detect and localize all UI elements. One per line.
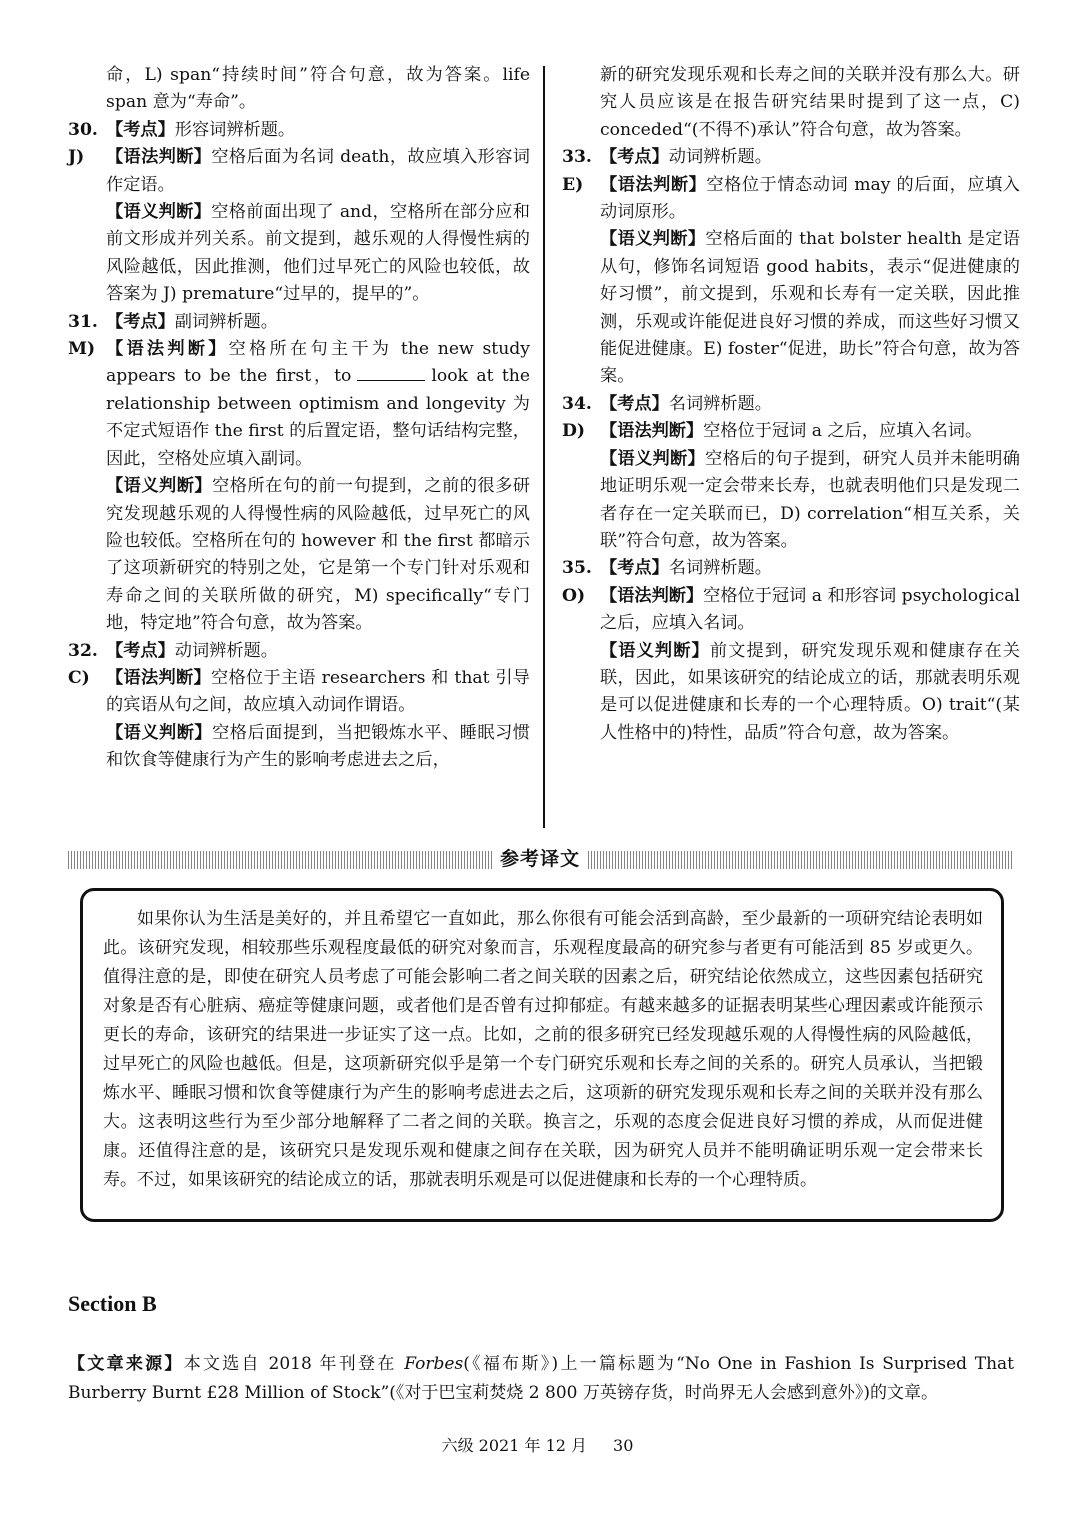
semantic-text: 空格后面提到，当把锻炼水平、睡眠习惯和饮食等健康行为产生的影响考虑进去之后， [106, 722, 530, 771]
kaodian-text: 动词辨析题。 [174, 640, 278, 661]
translation-heading: 参考译文 [500, 848, 581, 871]
left-column [68, 62, 530, 775]
continuation-text: 命，L) span“持续时间”符合句意，故为答案。life span 意为“寿命”。 [106, 65, 530, 113]
question-32-grammar [68, 665, 530, 720]
answer-letter: C) [68, 667, 90, 688]
semantic-text: 前文提到，研究发现乐观和健康存在关联，因此，如果该研究的结论成立的话，那就表明乐观是可以促进健康和长寿的一个心理特质。O) trait“(某人性格中的)特性，品质”符合句意，故为答案。 [600, 640, 1020, 743]
question-33-semantic [562, 226, 1020, 390]
question-30-header [68, 117, 530, 144]
grammar-text: 空格后面为名词 death，故应填入形容词作定语。 [106, 147, 530, 195]
grammar-tag: 【语法判断】 [600, 421, 704, 442]
answer-letter: M) [68, 339, 96, 360]
translation-text: 如果你认为生活是美好的，并且希望它一直如此，那么你很有可能会活到高龄，至少最新的一项研究结论表明如此。该研究发现，相较那些乐观程度最低的研究对象而言，乐观程度最高的研究参与者更有可能活到 85 岁或更久。值得注意的是，即使在研究人员考虑了可能会影响二者之间关联的因素之后，研究结论依然成立，这些因素包括研究对象是否有心脏病、癌症等健康问题，或者他们是否曾有过抑郁症。有越来越多的证据表明某些心理因素或许能预示更长的寿命，该研究的结果进一步证实了这一点。比如，之前的很多研究已经发现越乐观的人得慢性病的风险越低，过早死亡的风险也越低。但是，这项新研究似乎是第一个专门研究乐观和长寿之间的关系的。研究人员承认，当把锻炼水平、睡眠习惯和饮食等健康行为产生的影响考虑进去之后，这项新的研究发现乐观和长寿之间的关联并没有那么大。这表明这些行为至少部分地解释了二者之间的关联。换言之，乐观的态度会促进良好习惯的养成，从而促进健康。还值得注意的是，该研究只是发现乐观和健康之间存在关联，因为研究人员并不能明确证明乐观一定会带来长寿。不过，如果该研究的结论成立的话，那就表明乐观是可以促进健康和长寿的一个心理特质。 [103, 909, 983, 1190]
semantic-text: 空格后的句子提到，研究人员并未能明确地证明乐观一定会带来长寿，也就表明他们只是发现二者存在一定关联而已，D) correlation“相互关系，关联”符合句意，故为答案。 [600, 448, 1020, 551]
article-source [68, 1350, 1014, 1408]
question-32-header [68, 638, 530, 665]
kaodian-tag: 【考点】 [600, 147, 669, 168]
source-text-post: (《福布斯》)上一篇标题为“No One in Fashion Is Surprised That Burberry Burnt £28 Million of Stock”(《对于巴宝莉焚烧 2 800 万英镑存货，时尚界无人会感到意外》)的文章。 [68, 1354, 1014, 1403]
column-divider [543, 66, 545, 828]
question-31-header [68, 309, 530, 336]
hatch-decoration-left [68, 851, 492, 869]
source-tag: 【文章来源】 [68, 1354, 184, 1374]
continuation-text: 新的研究发现乐观和长寿之间的关联并没有那么大。研究人员应该是在报告研究结果时提到了这一点，C) conceded“(不得不)承认”符合句意，故为答案。 [600, 65, 1020, 140]
kaodian-text: 形容词辨析题。 [174, 119, 296, 140]
source-publication: Forbes [404, 1354, 464, 1374]
kaodian-tag: 【考点】 [106, 640, 175, 661]
question-number: 33. [562, 147, 592, 168]
kaodian-tag: 【考点】 [600, 393, 669, 414]
question-number: 34. [562, 393, 592, 414]
kaodian-text: 名词辨析题。 [668, 558, 772, 579]
grammar-text-pre: 空格所在句主干为 the new study appears to be the first，to [106, 339, 530, 387]
semantic-tag: 【语义判断】 [106, 476, 213, 497]
kaodian-tag: 【考点】 [600, 558, 669, 579]
semantic-tag: 【语义判断】 [600, 640, 710, 661]
grammar-tag: 【语法判断】 [106, 667, 211, 688]
grammar-tag: 【语法判断】 [106, 147, 212, 168]
question-number: 32. [68, 640, 98, 661]
question-31-semantic [68, 473, 530, 637]
fill-in-blank [357, 380, 425, 381]
question-34-grammar [562, 418, 1020, 445]
answer-letter: O) [562, 585, 586, 606]
grammar-tag: 【语法判断】 [600, 174, 707, 195]
grammar-text-post: look at the relationship between optimism and longevity 为不定式短语作 the first 的后置定语，整句话结构完整，因此，空格处应填入副词。 [106, 366, 530, 469]
semantic-text: 空格所在句的前一句提到，之前的很多研究发现越乐观的人得慢性病的风险越低，过早死亡的风险也较低。空格所在句的 however 和 the first 都暗示了这项新研究的特别之处，它是第一个专门针对乐观和寿命之间的关联所做的研究，M) specifically“专门地，特定地”符合句意，故为答案。 [106, 476, 530, 634]
semantic-text: 空格前面出现了 and，空格所在部分应和前文形成并列关系。前文提到，越乐观的人得慢性病的风险越低，因此推测，他们过早死亡的风险也较低，故答案为 J) premature“过早的，提早的”。 [106, 202, 530, 305]
hatch-decoration-right [588, 851, 1012, 869]
semantic-tag: 【语义判断】 [106, 722, 213, 743]
answer-letter: D) [562, 421, 586, 442]
section-b-heading: Section B [68, 1291, 157, 1316]
answer-letter: J) [68, 147, 85, 168]
semantic-tag: 【语义判断】 [600, 448, 706, 469]
grammar-text: 空格位于情态动词 may 的后面，应填入动词原形。 [600, 174, 1020, 223]
question-35-semantic [562, 638, 1020, 748]
question-33-grammar [562, 172, 1020, 227]
question-30-semantic [68, 199, 530, 309]
translation-box [80, 888, 1004, 1222]
question-number: 31. [68, 311, 98, 332]
kaodian-text: 副词辨析题。 [174, 311, 278, 332]
page-number: 30 [613, 1436, 634, 1455]
footer-label: 六级 2021 年 12 月 [441, 1436, 588, 1455]
right-column [562, 62, 1020, 747]
grammar-text: 空格位于冠词 a 之后，应填入名词。 [703, 421, 983, 442]
semantic-tag: 【语义判断】 [600, 229, 706, 250]
semantic-text: 空格后面的 that bolster health 是定语从句，修饰名词短语 good habits，表示“促进健康的好习惯”，前文提到，乐观和长寿有一定关联，因此推测，乐观或许能促进良好习惯的养成，而这些好习惯又能促进健康。E) foster“促进，助长”符合句意，故为答案。 [600, 229, 1020, 387]
kaodian-tag: 【考点】 [106, 119, 175, 140]
grammar-tag: 【语法判断】 [600, 585, 704, 606]
question-34-header [562, 391, 1020, 418]
question-number: 35. [562, 558, 592, 579]
question-33-header [562, 144, 1020, 171]
question-31-grammar [68, 336, 530, 473]
question-34-semantic [562, 446, 1020, 556]
semantic-tag: 【语义判断】 [106, 202, 212, 223]
translation-heading-band [68, 848, 1012, 872]
grammar-text: 空格位于主语 researchers 和 that 引导的宾语从句之间，故应填入动词作谓语。 [106, 667, 530, 716]
page-footer [0, 1432, 1075, 1459]
kaodian-tag: 【考点】 [106, 311, 175, 332]
grammar-text: 空格位于冠词 a 和形容词 psychological 之后，应填入名词。 [600, 585, 1020, 634]
answer-letter: E) [562, 174, 584, 195]
grammar-tag: 【语法判断】 [106, 339, 229, 360]
question-35-header [562, 555, 1020, 582]
source-text-pre: 本文选自 2018 年刊登在 [183, 1354, 405, 1374]
kaodian-text: 名词辨析题。 [668, 393, 772, 414]
question-32-semantic [68, 720, 530, 775]
question-number: 30. [68, 119, 98, 140]
question-30-grammar [68, 144, 530, 199]
question-35-grammar [562, 583, 1020, 638]
kaodian-text: 动词辨析题。 [668, 147, 772, 168]
